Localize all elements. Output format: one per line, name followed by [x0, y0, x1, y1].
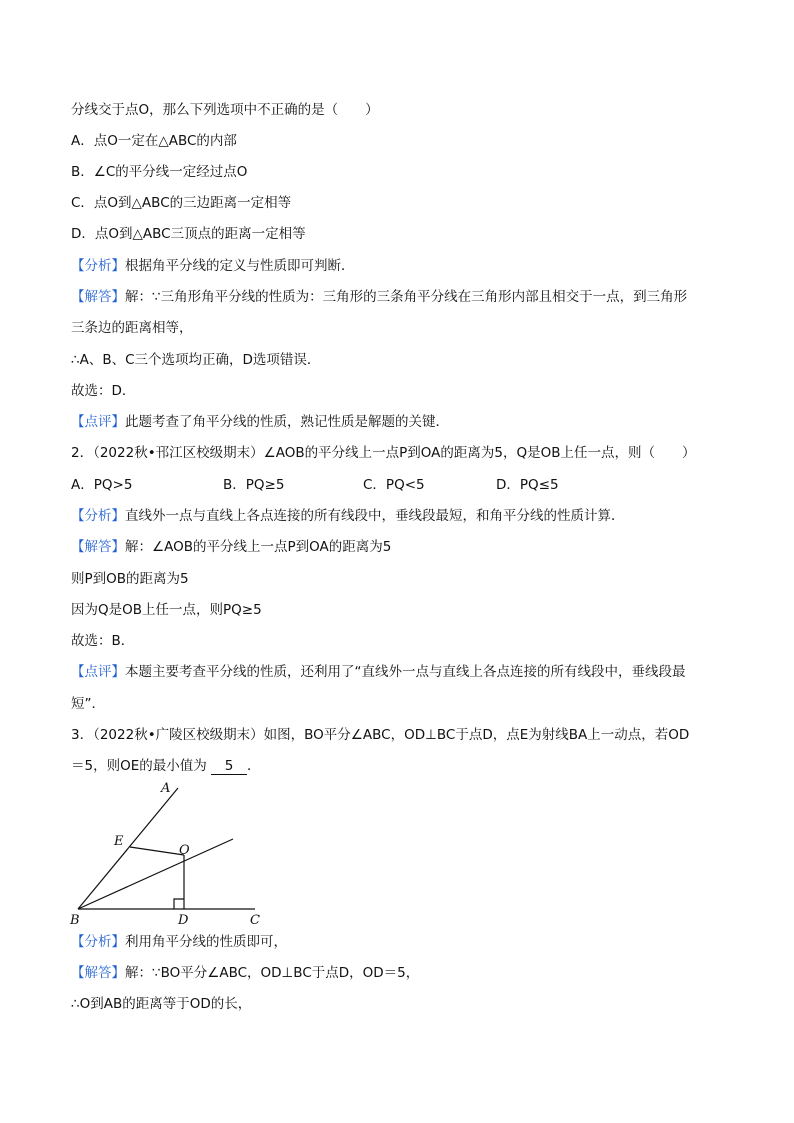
q1-choice: 故选：D． — [71, 383, 136, 399]
q2-comment-line2: 短”． — [71, 696, 105, 712]
q1-comment — [71, 412, 734, 432]
bisector-bo — [78, 839, 233, 909]
q2-comment-tag: 【点评】 — [71, 664, 125, 680]
label-e: E — [114, 834, 124, 849]
q1-option-b: B．∠C的平分线一定经过点O — [71, 164, 248, 180]
q2-comment-line1: 本题主要考查平分线的性质，还利用了“直线外一点与直线上各点连接的所有线段中，垂线段最 — [125, 664, 686, 680]
ray-ba — [78, 788, 178, 909]
q3-answer-line1: 解：∵BO平分∠ABC，OD⊥BC于点D，OD＝5， — [125, 965, 420, 981]
q2-option-b: B．PQ≥5 — [223, 477, 285, 493]
q1-comment-text: 此题考查了角平分线的性质，熟记性质是解题的关键． — [125, 414, 449, 430]
label-b: B — [70, 913, 80, 928]
q3-answer-blank: 5 — [211, 758, 247, 775]
q1-intro: 分线交于点O，那么下列选项中不正确的是（ ） — [71, 102, 379, 118]
q1-answer-line2: 三条边的距离相等， — [71, 320, 193, 336]
q1-answer-line1: 解：∵三角形角平分线的性质为：三角形的三条角平分线在三角形内部且相交于一点，到三角形 — [125, 289, 688, 305]
q3-analysis — [71, 932, 734, 952]
q1-analysis — [71, 256, 734, 276]
q1-answer — [71, 287, 734, 307]
q2-option-d: D．PQ≤5 — [496, 477, 559, 493]
q2-analysis-text: 直线外一点与直线上各点连接的所有线段中，垂线段最短，和角平分线的性质计算． — [125, 508, 625, 524]
q2-answer — [71, 537, 734, 557]
q2-option-a: A．PQ>5 — [71, 477, 133, 493]
q2-answer-line1: 解：∠AOB的平分线上一点P到OA的距离为5 — [125, 539, 392, 555]
label-a: A — [161, 781, 171, 796]
geometry-figure — [68, 776, 278, 932]
q1-option-a: A．点O一定在△ABC的内部 — [71, 133, 237, 149]
q3-stem-end: ． — [247, 758, 261, 774]
label-c: C — [250, 913, 260, 928]
q3-answer-line2: ∴O到AB的距离等于OD的长， — [71, 996, 252, 1012]
label-d: D — [178, 913, 189, 928]
q1-answer-tag: 【解答】 — [71, 289, 125, 305]
q2-answer-line3: 因为Q是OB上任一点，则PQ≥5 — [71, 602, 262, 618]
q1-option-d: D．点O到△ABC三顶点的距离一定相等 — [71, 226, 306, 242]
q3-stem-line1: 3．（2022秋•广陵区校级期末）如图，BO平分∠ABC，OD⊥BC于点D，点E为射线BA上一动点，若OD — [71, 727, 690, 743]
q2-analysis-tag: 【分析】 — [71, 508, 125, 524]
q3-stem-line2 — [71, 756, 734, 776]
q3-answer — [71, 963, 734, 983]
q1-answer-line3: ∴A、B、C三个选项均正确，D选项错误． — [71, 352, 321, 368]
q3-answer-tag: 【解答】 — [71, 965, 125, 981]
q3-stem-text: ＝5，则OE的最小值为 — [71, 758, 207, 774]
q1-analysis-text: 根据角平分线的定义与性质即可判断． — [125, 258, 355, 274]
q2-options — [71, 475, 734, 495]
q2-analysis — [71, 506, 734, 526]
q3-analysis-text: 利用角平分线的性质即可， — [125, 934, 287, 950]
segment-eo — [130, 847, 184, 855]
q2-stem: 2．（2022秋•邗江区校级期末）∠AOB的平分线上一点P到OA的距离为5，Q是OB上任一点，则（ ） — [71, 445, 696, 461]
q1-analysis-tag: 【分析】 — [71, 258, 125, 274]
q2-answer-tag: 【解答】 — [71, 539, 125, 555]
q2-answer-line2: 则P到OB的距离为5 — [71, 571, 189, 587]
q1-comment-tag: 【点评】 — [71, 414, 125, 430]
q2-option-c: C．PQ<5 — [363, 477, 425, 493]
q3-analysis-tag: 【分析】 — [71, 934, 125, 950]
q1-option-c: C．点O到△ABC的三边距离一定相等 — [71, 195, 292, 211]
label-o: O — [179, 843, 190, 858]
q2-choice: 故选：B． — [71, 633, 135, 649]
right-angle-mark — [174, 899, 184, 909]
q2-comment — [71, 662, 734, 682]
